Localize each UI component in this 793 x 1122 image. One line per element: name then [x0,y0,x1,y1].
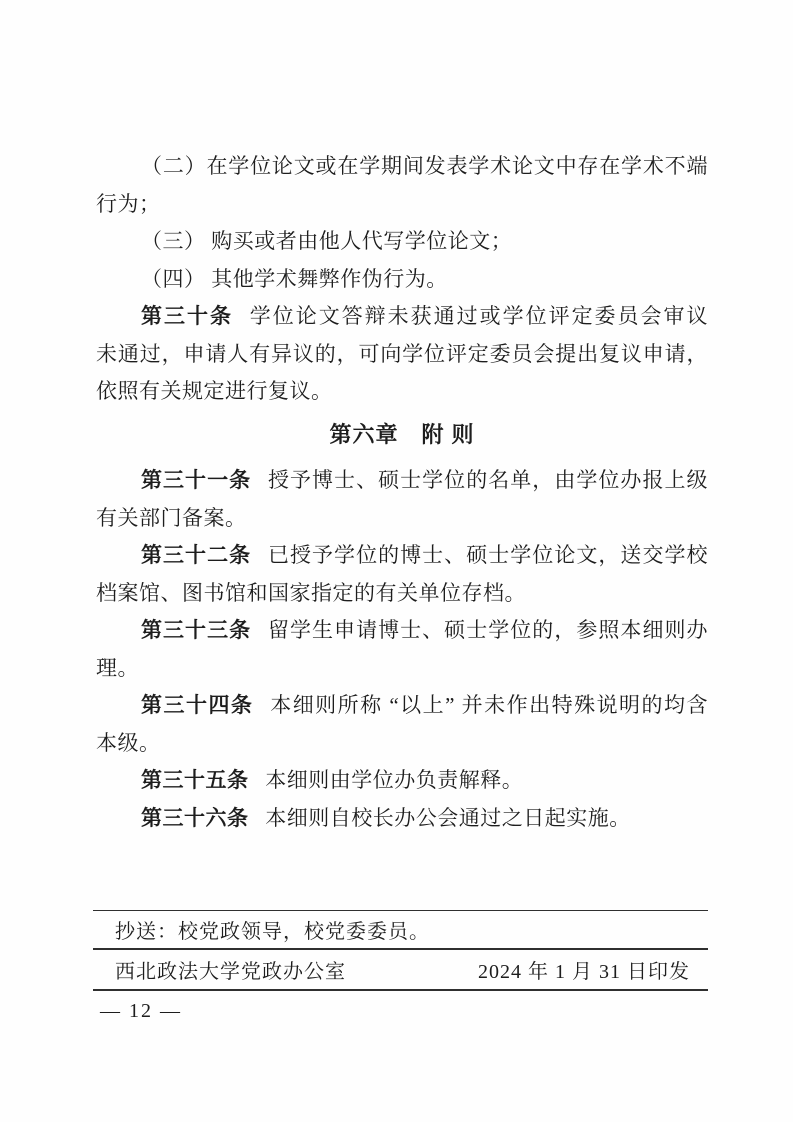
text-line [96,148,708,186]
line-text: 未通过，申请人有异议的，可向学位评定委员会提出复议申请， [96,341,708,366]
text-line [96,725,708,763]
text-line [96,186,708,224]
paragraph [96,687,708,762]
article-line [96,612,708,650]
line-text: 行为； [96,191,161,216]
paragraph [96,223,708,261]
line-text: 本细则由学位办负责解释。 [265,768,524,792]
article-number: 第三十一条 [141,469,252,492]
line-text: 已授予学位的博士、硕士学位论文，送交学校 [267,543,709,567]
paragraph [96,762,708,800]
page-number: — 12 — [100,1000,182,1022]
paragraph [96,298,708,411]
line-text: 学位论文答辩未获通过或学位评定委员会审议 [249,304,709,328]
text-line [96,336,708,374]
line-text: （三） 购买或者由他人代写学位论文； [141,229,513,253]
line-text: 依照有关规定进行复议。 [96,379,333,403]
document-body [96,148,708,837]
article-line [96,762,708,800]
article-line [96,537,708,575]
line-text: 授予博士、硕士学位的名单，由学位办报上级 [267,468,709,492]
line-text: （四） 其他学术舞弊作伪行为。 [141,266,448,291]
line-text: 留学生申请博士、硕士学位的，参照本细则办 [267,618,709,642]
line-text: 本级。 [96,730,161,755]
article-line [96,800,708,838]
paragraph [96,800,708,838]
text-line [96,500,708,538]
cc-row [93,911,708,948]
article-line [96,298,708,336]
footer-rule-bottom [93,989,708,991]
line-text: 档案馆、图书馆和国家指定的有关单位存档。 [96,580,526,605]
print-date: 2024 年 1 月 31 日印发 [478,961,690,983]
chapter-heading: 第六章 附 则 [329,421,475,447]
paragraph [96,462,708,537]
article-number: 第三十六条 [141,806,249,830]
issuer-name: 西北政法大学党政办公室 [115,961,346,983]
text-line [96,575,708,613]
line-text: 本细则所称 “以上” 并未作出特殊说明的均含 [270,693,709,717]
text-line [96,650,708,688]
text-line [96,373,708,411]
line-text: 理。 [96,655,139,680]
article-number: 第三十三条 [141,619,252,642]
footer [93,910,708,991]
article-line [96,687,708,725]
article-number: 第三十四条 [141,694,254,717]
line-text: 有关部门备案。 [96,505,247,530]
article-number: 第三十二条 [141,544,252,567]
text-line [96,223,708,261]
article-number: 第三十条 [141,305,233,328]
paragraph [96,148,708,223]
issuer-row [93,950,708,989]
paragraph [96,261,708,299]
article-line [96,462,708,500]
line-text: （二）在学位论文或在学期间发表学术论文中存在学术不端 [141,154,708,178]
paragraph [96,537,708,612]
paragraph [96,612,708,687]
line-text: 本细则自校长办公会通过之日起实施。 [265,805,631,830]
text-line [96,261,708,299]
cc-line: 抄送：校党政领导，校党委委员。 [115,921,430,943]
article-number: 第三十五条 [141,769,249,792]
